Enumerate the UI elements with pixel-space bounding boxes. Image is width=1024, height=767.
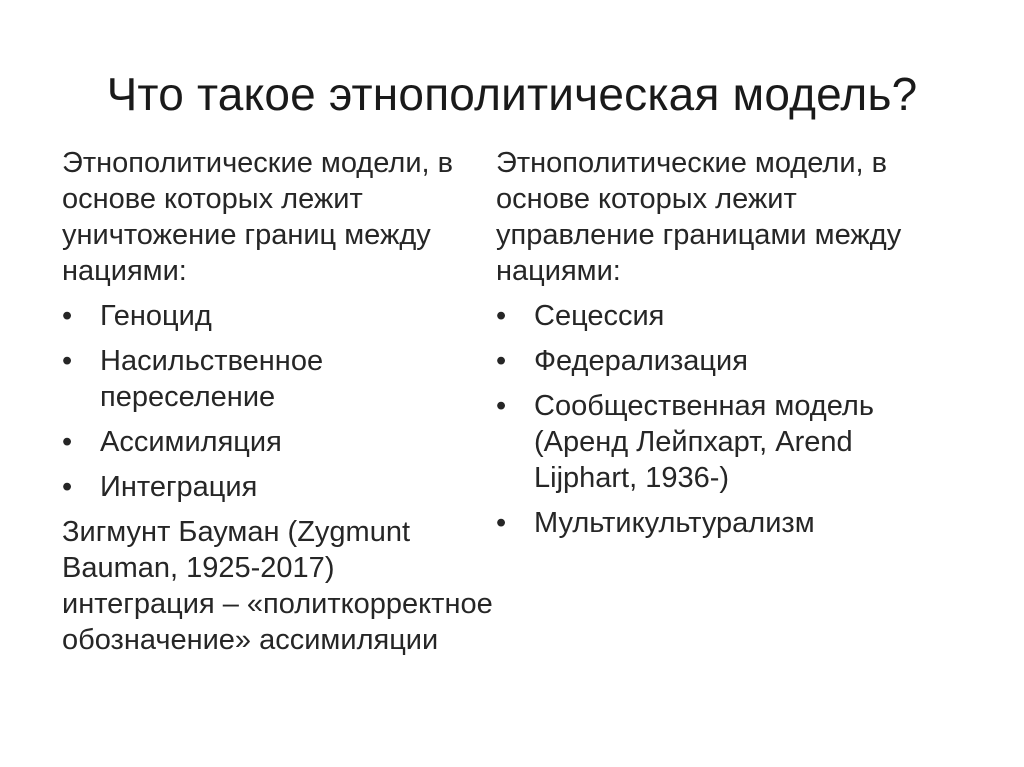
left-bullet-list: [62, 298, 494, 505]
list-item: [496, 343, 956, 379]
list-item: [496, 298, 956, 334]
list-item: [62, 298, 494, 334]
bullet-icon: •: [496, 300, 507, 332]
list-item-text: Интеграция: [100, 471, 258, 503]
left-column: [62, 145, 494, 658]
list-item-text: Федерализация: [534, 345, 748, 377]
list-item: [62, 469, 494, 505]
list-item-text: Ассимиляция: [100, 426, 282, 458]
bullet-icon: •: [62, 426, 73, 458]
bullet-icon: •: [496, 507, 507, 539]
bullet-icon: •: [496, 345, 507, 377]
bullet-icon: •: [62, 471, 73, 503]
slide-title: Что такое этнополитическая модель?: [106, 68, 918, 120]
list-item-text: Геноцид: [100, 300, 212, 332]
list-item-text: Насильственное переселение: [100, 345, 324, 413]
list-item: [62, 343, 494, 415]
list-item: [496, 388, 956, 496]
list-item: [62, 424, 494, 460]
list-item: [496, 505, 956, 541]
right-intro: Этнополитические модели, в основе которых лежит управление границами между нациями:: [496, 147, 902, 287]
list-item-text: Сообщественная модель (Аренд Лейпхарт, Arend Lijphart, 1936-): [534, 390, 874, 494]
bullet-icon: •: [62, 345, 73, 377]
right-column: [496, 145, 956, 550]
list-item-text: Сецессия: [534, 300, 665, 332]
right-bullet-list: [496, 298, 956, 541]
left-intro: Этнополитические модели, в основе которых лежит уничтожение границ между нациями:: [62, 147, 454, 287]
list-item-text: Мультикультурализм: [534, 507, 815, 539]
left-note: Зигмунт Бауман (Zygmunt Bauman, 1925-2017) интеграция – «политкорректное обозначение» ассимиляции: [62, 516, 493, 656]
bullet-icon: •: [496, 390, 507, 422]
bullet-icon: •: [62, 300, 73, 332]
